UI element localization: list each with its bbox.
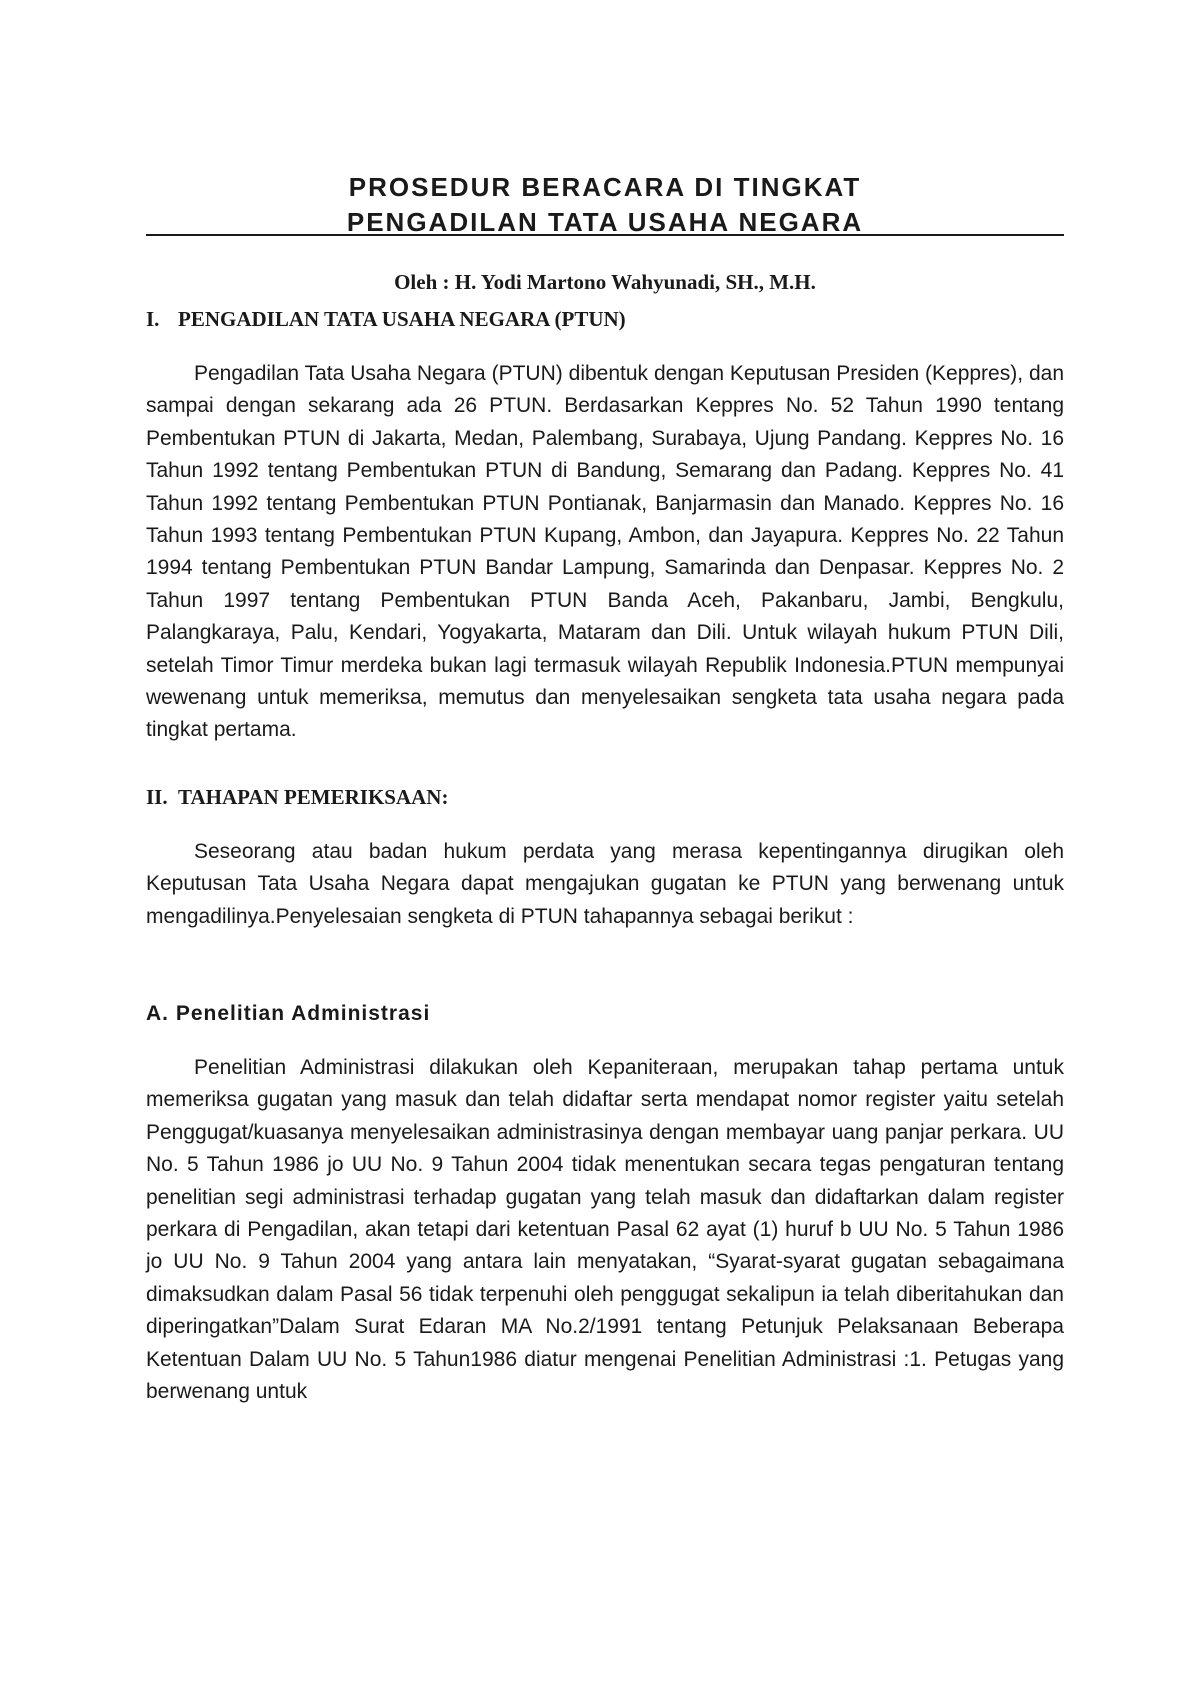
subsection-a-paragraph: Penelitian Administrasi dilakukan oleh Kepaniteraan, merupakan tahap pertama untuk memeriksa gugatan yang masuk dan telah didaftar serta mendapat nomor register yaitu setelah Penggugat/kuasanya menyelesaikan administrasinya dengan membayar uang panjar perkara. UU No. 5 Tahun 1986 jo UU No. 9 Tahun 2004 tidak menentukan secara tegas pengaturan tentang penelitian segi administrasi terhadap gugatan yang telah masuk dan didaftarkan dalam register perkara di Pengadilan, akan tetapi dari ketentuan Pasal 62 ayat (1) huruf b UU No. 5 Tahun 1986 jo UU No. 9 Tahun 2004 yang antara lain menyatakan, “Syarat-syarat gugatan sebagaimana dimaksudkan dalam Pasal 56 tidak terpenuhi oleh penggugat sekalipun ia telah diberitahukan dan diperingatkan”Dalam Surat Edaran MA No.2/1991 tentang Petunjuk Pelaksanaan Beberapa Ketentuan Dalam UU No. 5 Tahun1986 diatur mengenai Penelitian Administrasi :1. Petugas yang berwenang untuk [146, 1056, 1064, 1404]
section-1-title: PENGADILAN TATA USAHA NEGARA (PTUN) [178, 307, 626, 331]
section-1-heading [146, 307, 626, 332]
section-1-number: I. [146, 307, 160, 331]
title-line-2: PENGADILAN TATA USAHA NEGARA [346, 207, 864, 237]
section-2-paragraph: Seseorang atau badan hukum perdata yang merasa kepentingannya dirugikan oleh Keputusan Tata Usaha Negara dapat mengajukan gugatan ke PTUN yang berwenang untuk mengadilinya.Penyelesaian sengketa di PTUN tahapannya sebagai berikut : [146, 840, 1064, 928]
subsection-a-heading: A. Penelitian Administrasi [146, 1002, 431, 1025]
title-line-1: PROSEDUR BERACARA DI TINGKAT [348, 172, 862, 202]
title-underline [146, 234, 1064, 236]
section-2-heading [146, 785, 448, 810]
section-2-title: TAHAPAN PEMERIKSAAN: [178, 785, 449, 809]
document-page [146, 0, 1064, 1698]
document-title [146, 170, 1064, 240]
section-2-number: II. [146, 785, 168, 809]
section-1-paragraph: Pengadilan Tata Usaha Negara (PTUN) dibentuk dengan Keputusan Presiden (Keppres), dan sampai dengan sekarang ada 26 PTUN. Berdasarkan Keppres No. 52 Tahun 1990 tentang Pembentukan PTUN di Jakarta, Medan, Palembang, Surabaya, Ujung Pandang. Keppres No. 16 Tahun 1992 tentang Pembentukan PTUN di Bandung, Semarang dan Padang. Keppres No. 41 Tahun 1992 tentang Pembentukan PTUN Pontianak, Banjarmasin dan Manado. Keppres No. 16 Tahun 1993 tentang Pembentukan PTUN Kupang, Ambon, dan Jayapura. Keppres No. 22 Tahun 1994 tentang Pembentukan PTUN Bandar Lampung, Samarinda dan Denpasar. Keppres No. 2 Tahun 1997 tentang Pembentukan PTUN Banda Aceh, Pakanbaru, Jambi, Bengkulu, Palangkaraya, Palu, Kendari, Yogyakarta, Mataram dan Dili. Untuk wilayah hukum PTUN Dili, setelah Timor Timur merdeka bukan lagi termasuk wilayah Republik Indonesia.PTUN mempunyai wewenang untuk memeriksa, memutus dan menyelesaikan sengketa tata usaha negara pada tingkat pertama. [146, 362, 1064, 742]
author-line: Oleh : H. Yodi Martono Wahyunadi, SH., M.H. [394, 270, 816, 294]
